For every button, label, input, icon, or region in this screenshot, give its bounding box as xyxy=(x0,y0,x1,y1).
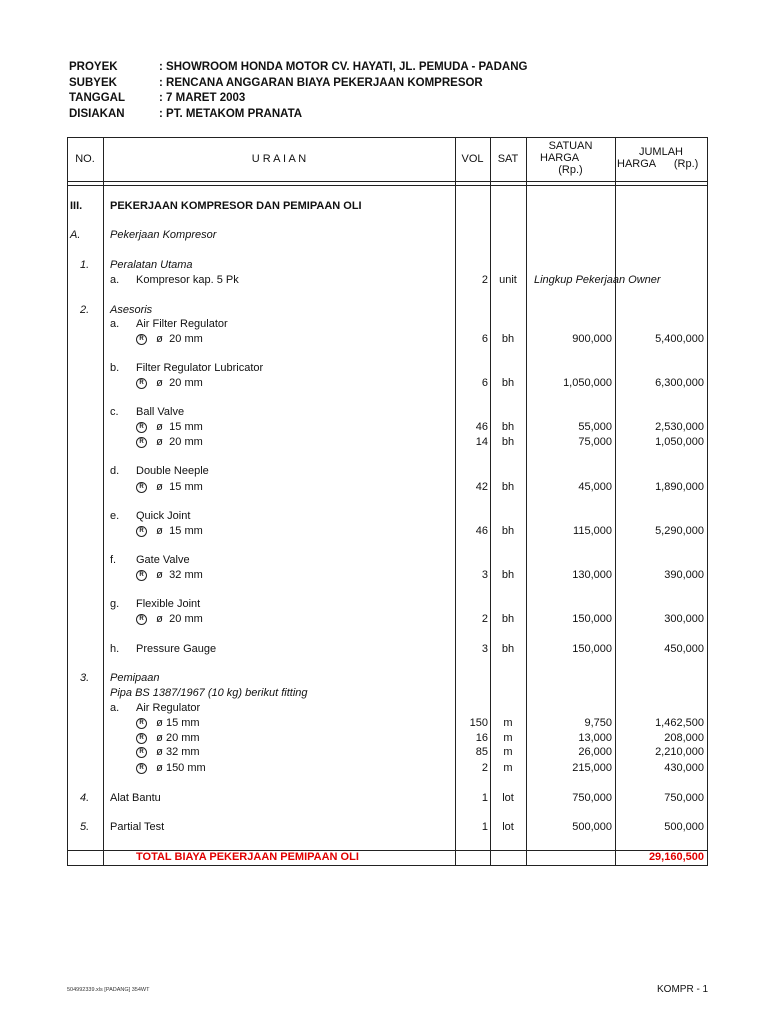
col-header-vol: VOL xyxy=(461,153,484,165)
table-rule xyxy=(103,137,104,866)
diameter-symbol: ø xyxy=(156,436,163,448)
item-name: Kompresor kap. 5 Pk xyxy=(136,274,239,286)
vol-value: 16 xyxy=(475,732,488,744)
unit-price: 750,000 xyxy=(572,792,612,804)
vol-value: 2 xyxy=(481,274,488,286)
sat-value: lot xyxy=(502,792,514,804)
item-name: Pressure Gauge xyxy=(136,643,217,655)
item-name: Double Neeple xyxy=(136,465,209,477)
bullet-icon: R xyxy=(136,570,147,581)
sat-value: m xyxy=(503,746,513,758)
vol-value: 14 xyxy=(475,436,488,448)
item-letter: f. xyxy=(110,554,117,566)
size-value: 20 mm xyxy=(169,377,203,389)
size-line xyxy=(136,421,203,434)
bullet-icon: R xyxy=(136,482,147,493)
vol-value: 2 xyxy=(481,762,488,774)
bullet-icon: R xyxy=(136,763,147,774)
unit-price: 150,000 xyxy=(572,613,612,625)
unit-price: 45,000 xyxy=(578,481,612,493)
item-letter: g. xyxy=(110,598,120,610)
document-header xyxy=(69,60,527,122)
subyek-value: : RENCANA ANGGARAN BIAYA PEKERJAAN KOMPRESOR xyxy=(159,76,483,89)
sat-value: unit xyxy=(499,274,517,286)
item-name: Air Regulator xyxy=(136,702,201,714)
sat-value: bh xyxy=(501,643,515,655)
diameter-symbol: ø xyxy=(156,481,163,493)
section-title: PEKERJAAN KOMPRESOR DAN PEMIPAAN OLI xyxy=(110,200,362,212)
item-name: Flexible Joint xyxy=(136,598,201,610)
vol-value: 42 xyxy=(475,481,488,493)
subsection-title: Pekerjaan Kompresor xyxy=(110,229,217,241)
vol-value: 2 xyxy=(481,613,488,625)
item-number: 4. xyxy=(80,792,90,804)
item-name: Partial Test xyxy=(110,821,165,833)
size-value: 15 mm xyxy=(169,525,203,537)
item-letter: e. xyxy=(110,510,120,522)
sat-value: bh xyxy=(501,377,515,389)
item-letter: b. xyxy=(110,362,120,374)
bullet-icon: R xyxy=(136,526,147,537)
subyek-label: SUBYEK xyxy=(69,76,117,89)
sat-value: m xyxy=(503,732,513,744)
bullet-icon: R xyxy=(136,718,147,729)
diameter-symbol: ø xyxy=(156,333,163,345)
vol-value: 1 xyxy=(481,821,488,833)
vol-value: 6 xyxy=(481,377,488,389)
vol-value: 6 xyxy=(481,333,488,345)
item-letter: d. xyxy=(110,465,120,477)
unit-price: 9,750 xyxy=(584,717,612,729)
col-header-satuan-line3: (Rp.) xyxy=(558,164,583,176)
sat-value: bh xyxy=(501,569,515,581)
bullet-icon: R xyxy=(136,378,147,389)
size-value: ø 15 mm xyxy=(156,717,200,729)
size-value: 20 mm xyxy=(169,333,203,345)
item-name: Quick Joint xyxy=(136,510,191,522)
tanggal-value: : 7 MARET 2003 xyxy=(159,92,246,104)
vol-value: 1 xyxy=(481,792,488,804)
total-price: 6,300,000 xyxy=(655,377,704,389)
unit-price: 900,000 xyxy=(572,333,612,345)
size-line xyxy=(136,762,206,775)
sat-value: bh xyxy=(501,421,515,433)
diameter-symbol: ø xyxy=(156,569,163,581)
scope-note: Lingkup Pekerjaan Owner xyxy=(534,274,661,286)
cost-table xyxy=(67,137,708,866)
size-line xyxy=(136,436,203,449)
item-number: 1. xyxy=(80,259,90,271)
size-line xyxy=(136,525,203,538)
sat-value: bh xyxy=(501,481,515,493)
size-line xyxy=(136,481,203,494)
bullet-icon: R xyxy=(136,334,147,345)
item-name: Alat Bantu xyxy=(110,792,161,804)
size-line xyxy=(136,746,200,759)
size-value: 20 mm xyxy=(169,436,203,448)
unit-price: 150,000 xyxy=(572,643,612,655)
total-price: 5,290,000 xyxy=(655,525,704,537)
diameter-symbol: ø xyxy=(156,525,163,537)
item-name: Gate Valve xyxy=(136,554,190,566)
bullet-icon: R xyxy=(136,437,147,448)
total-price: 1,050,000 xyxy=(655,436,704,448)
col-header-jumlah-line1: JUMLAH xyxy=(638,146,683,158)
item-letter: c. xyxy=(110,406,119,418)
bullet-icon: R xyxy=(136,614,147,625)
size-line xyxy=(136,732,200,745)
unit-price: 500,000 xyxy=(572,821,612,833)
total-price: 750,000 xyxy=(664,792,704,804)
bullet-icon: R xyxy=(136,747,147,758)
sat-value: bh xyxy=(501,525,515,537)
bullet-icon: R xyxy=(136,422,147,433)
vol-value: 46 xyxy=(475,525,488,537)
col-header-sat: SAT xyxy=(497,153,519,165)
footer-filename: 504992339.xls [PADANG] 354WT xyxy=(67,987,150,993)
total-price: 1,890,000 xyxy=(655,481,704,493)
total-price: 2,210,000 xyxy=(655,746,704,758)
grand-total-label: TOTAL BIAYA PEKERJAAN PEMIPAAN OLI xyxy=(136,851,359,863)
total-price: 450,000 xyxy=(664,643,704,655)
diameter-symbol: ø xyxy=(156,613,163,625)
proyek-label: PROYEK xyxy=(69,61,118,73)
bullet-icon: R xyxy=(136,733,147,744)
total-price: 500,000 xyxy=(664,821,704,833)
disiakan-label: DISIAKAN xyxy=(69,107,125,120)
unit-price: 55,000 xyxy=(578,421,612,433)
sat-value: lot xyxy=(502,821,514,833)
unit-price: 75,000 xyxy=(578,436,612,448)
diameter-symbol: ø xyxy=(156,377,163,389)
col-header-satuan-line2: HARGA xyxy=(540,152,580,164)
total-price: 300,000 xyxy=(664,613,704,625)
sat-value: m xyxy=(503,762,513,774)
size-line xyxy=(136,717,200,730)
size-value: ø 32 mm xyxy=(156,746,200,758)
section-number: III. xyxy=(70,200,83,212)
size-line xyxy=(136,377,203,390)
diameter-symbol: ø xyxy=(156,421,163,433)
table-rule xyxy=(67,185,708,186)
size-value: 15 mm xyxy=(169,421,203,433)
item-letter: a. xyxy=(110,318,120,330)
subsection-letter: A. xyxy=(70,229,81,241)
sat-value: m xyxy=(503,717,513,729)
unit-price: 26,000 xyxy=(578,746,612,758)
grand-total-value: 29,160,500 xyxy=(648,851,704,863)
size-value: ø 20 mm xyxy=(156,732,200,744)
unit-price: 1,050,000 xyxy=(563,377,612,389)
col-header-uraian: U R A I A N xyxy=(251,153,307,165)
sat-value: bh xyxy=(501,436,515,448)
col-header-no: NO. xyxy=(75,153,95,165)
item-name: Filter Regulator Lubricator xyxy=(136,362,264,374)
unit-price: 130,000 xyxy=(572,569,612,581)
unit-price: 215,000 xyxy=(572,762,612,774)
total-price: 390,000 xyxy=(664,569,704,581)
item-subtitle: Pipa BS 1387/1967 (10 kg) berikut fitting xyxy=(110,687,308,699)
tanggal-label: TANGGAL xyxy=(69,92,126,104)
unit-price: 13,000 xyxy=(578,732,612,744)
size-value: 32 mm xyxy=(169,569,203,581)
size-value: ø 150 mm xyxy=(156,762,206,774)
total-price: 2,530,000 xyxy=(655,421,704,433)
vol-value: 85 xyxy=(475,746,488,758)
table-rule xyxy=(707,137,708,866)
item-number: 3. xyxy=(80,672,90,684)
item-letter: a. xyxy=(110,274,120,286)
total-price: 5,400,000 xyxy=(655,333,704,345)
vol-value: 3 xyxy=(481,643,488,655)
item-number: 2. xyxy=(80,304,90,316)
total-price: 430,000 xyxy=(664,762,704,774)
unit-price: 115,000 xyxy=(573,525,612,537)
total-price: 1,462,500 xyxy=(655,717,704,729)
col-header-satuan-harga xyxy=(526,140,615,176)
vol-value: 3 xyxy=(481,569,488,581)
size-line xyxy=(136,569,203,582)
total-price: 208,000 xyxy=(664,732,704,744)
item-title: Asesoris xyxy=(110,304,153,316)
proyek-value: : SHOWROOM HONDA MOTOR CV. HAYATI, JL. PEMUDA - PADANG xyxy=(159,61,528,73)
vol-value: 46 xyxy=(475,421,488,433)
sat-value: bh xyxy=(501,613,515,625)
size-value: 20 mm xyxy=(169,613,203,625)
vol-value: 150 xyxy=(469,717,488,729)
footer-page-label: KOMPR - 1 xyxy=(657,984,709,995)
item-name: Air Filter Regulator xyxy=(136,318,228,330)
table-rule xyxy=(67,865,708,866)
col-header-satuan-line1: SATUAN xyxy=(548,140,593,152)
col-header-jumlah-harga xyxy=(615,146,707,170)
table-rule xyxy=(67,181,708,182)
item-name: Ball Valve xyxy=(136,406,185,418)
size-value: 15 mm xyxy=(169,481,203,493)
table-rule xyxy=(67,137,68,866)
size-line xyxy=(136,333,203,346)
sat-value: bh xyxy=(501,333,515,345)
size-line xyxy=(136,613,203,626)
item-letter: h. xyxy=(110,643,120,655)
disiakan-value: : PT. METAKOM PRANATA xyxy=(159,107,303,120)
item-number: 5. xyxy=(80,821,90,833)
col-header-jumlah-line2: HARGA (Rp.) xyxy=(617,158,699,170)
item-title: Peralatan Utama xyxy=(110,259,193,271)
item-letter: a. xyxy=(110,702,120,714)
table-rule xyxy=(67,137,708,138)
item-title: Pemipaan xyxy=(110,672,160,684)
